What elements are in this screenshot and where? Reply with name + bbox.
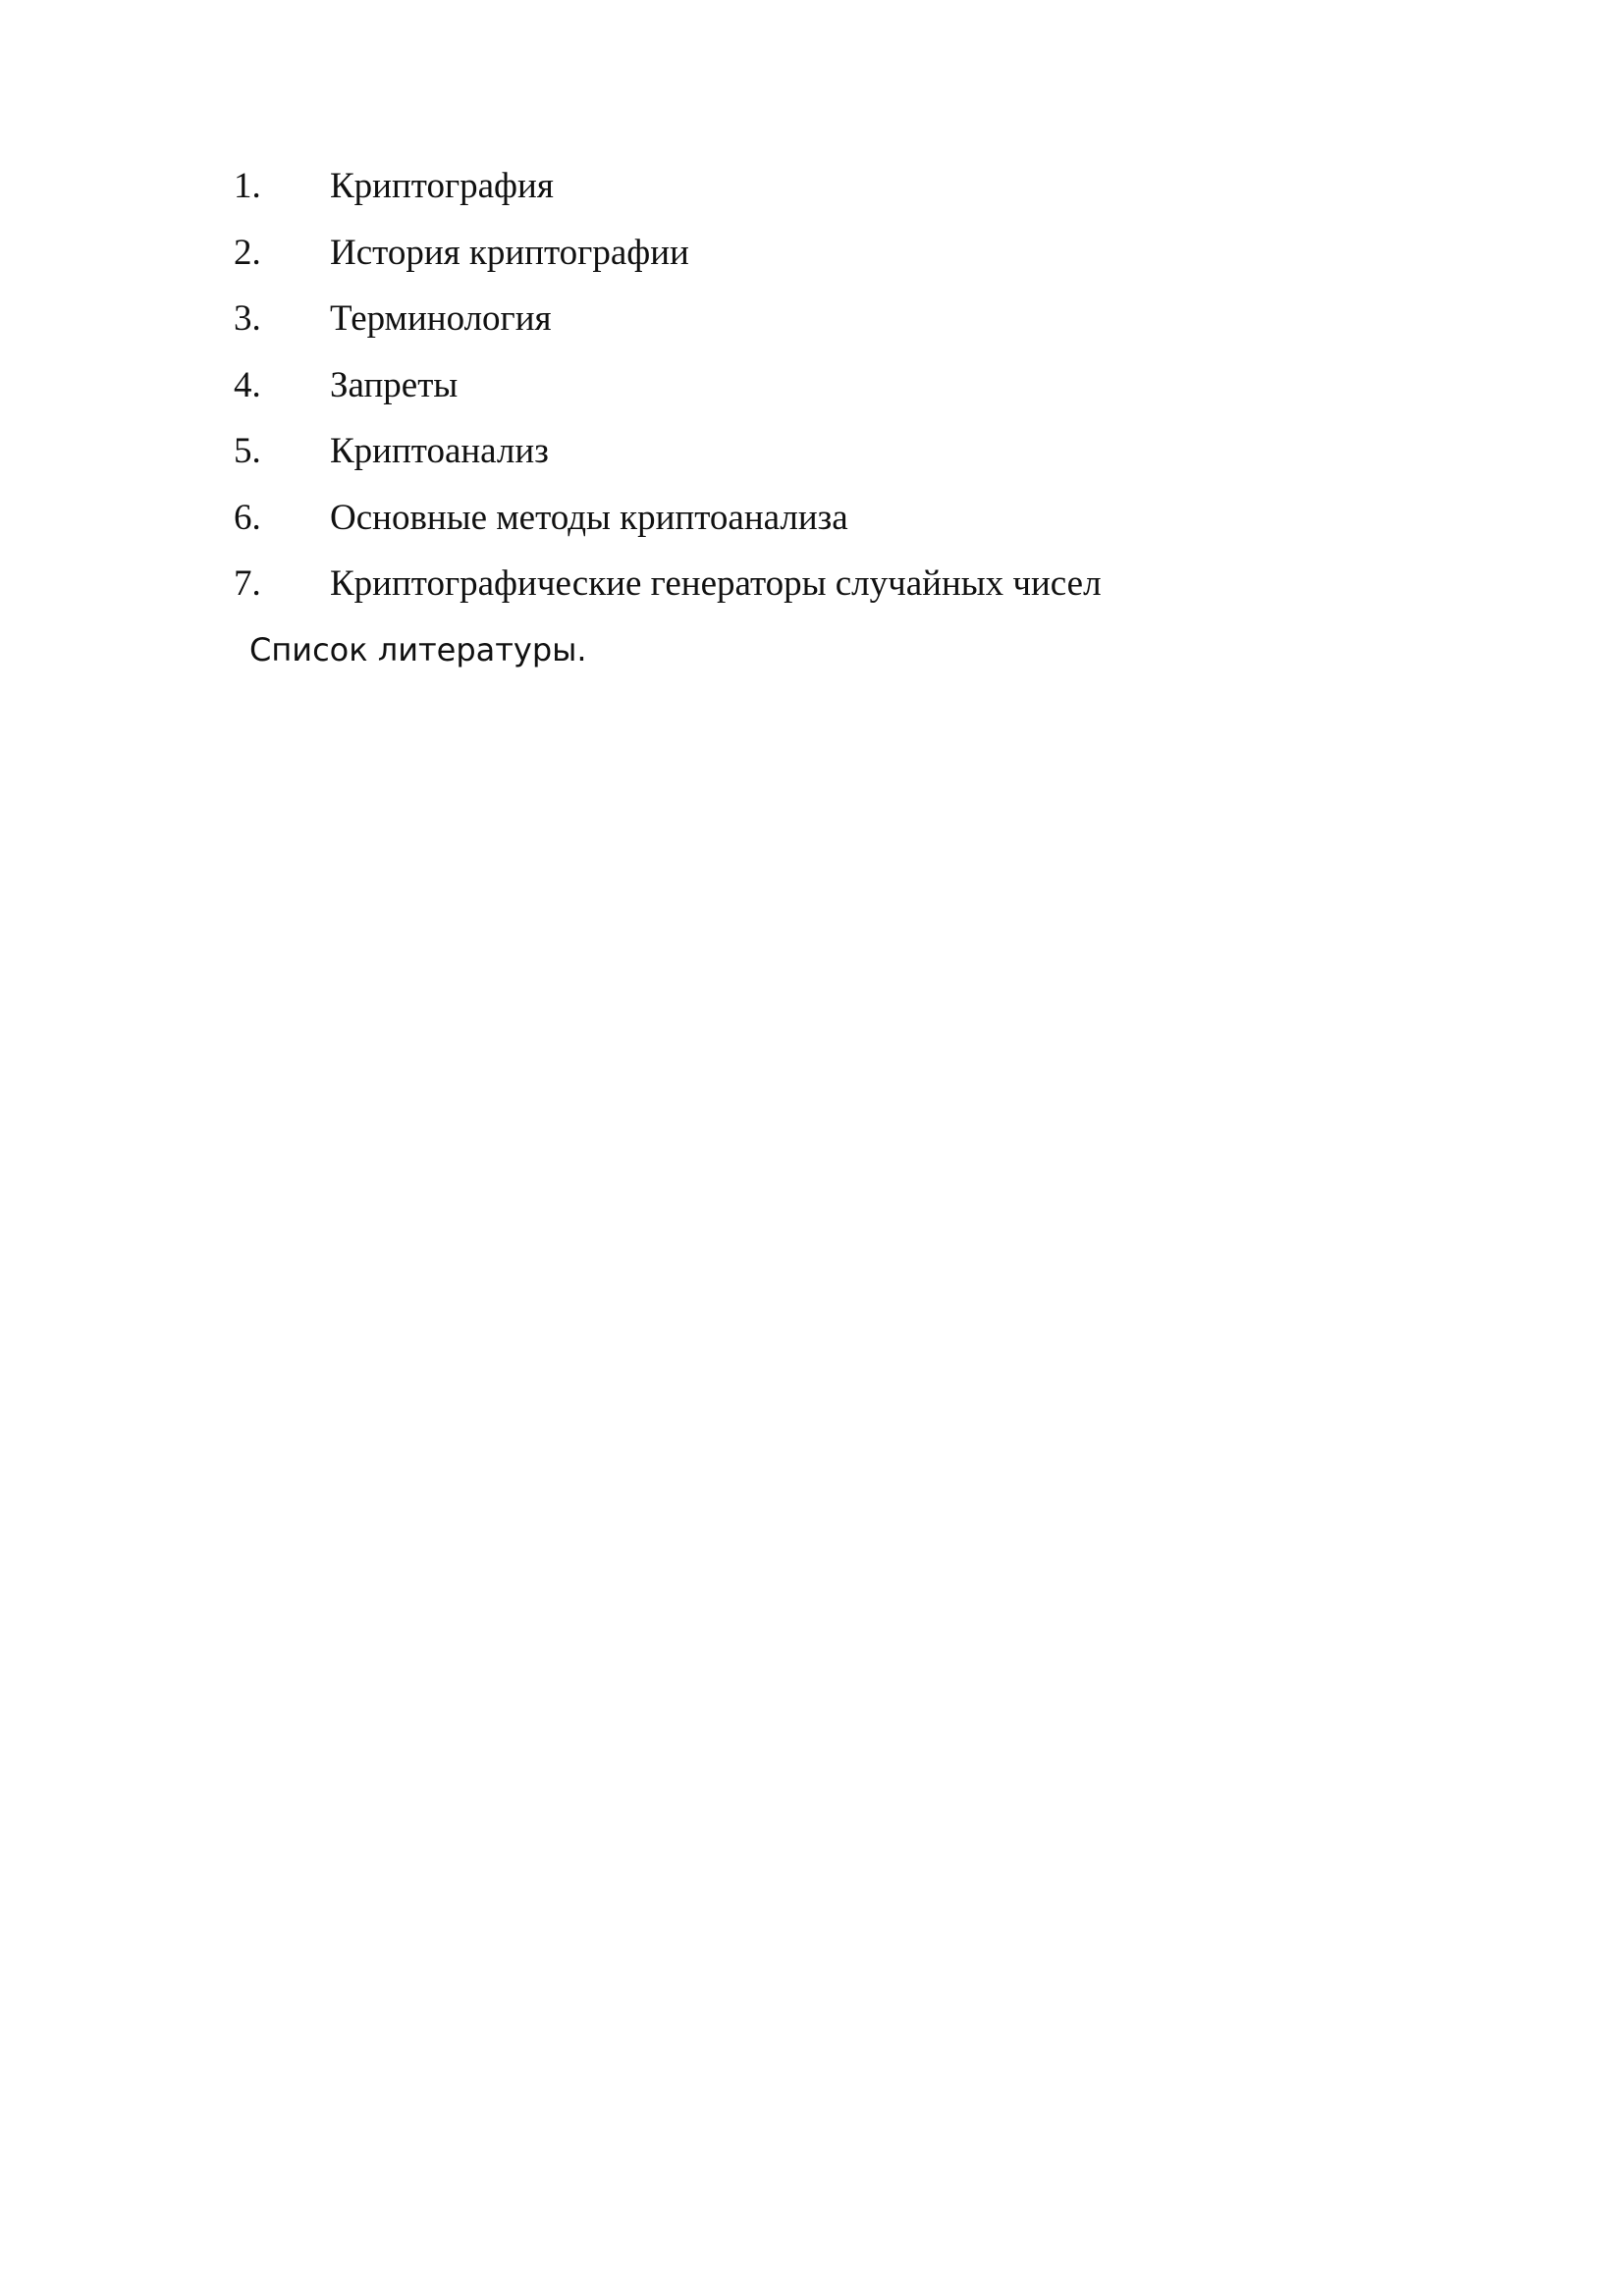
toc-item-2 (234, 228, 1412, 294)
toc-item-text: Криптография (330, 166, 554, 206)
toc-item-number: 2. (234, 232, 261, 273)
toc-item-text: Запреты (330, 364, 459, 405)
toc-item-7 (234, 559, 1412, 625)
bibliography-heading: Список литературы. (249, 631, 587, 668)
toc-item-text: Основные методы криптоанализа (330, 497, 848, 538)
toc-item-5 (234, 426, 1412, 493)
toc-item-6 (234, 493, 1412, 560)
toc-item-text: Криптографические генераторы случайных чисел (330, 563, 1102, 604)
toc-item-text: История криптографии (330, 232, 689, 273)
toc-item-number: 7. (234, 563, 261, 604)
toc-item-number: 1. (234, 166, 261, 206)
toc-item-text: Терминология (330, 298, 552, 339)
toc-item-number: 4. (234, 364, 261, 405)
toc-item-number: 5. (234, 431, 261, 471)
toc-item-number: 6. (234, 497, 261, 538)
toc-item-text: Криптоанализ (330, 431, 549, 471)
toc-item-4 (234, 360, 1412, 427)
toc-item-1 (234, 161, 1412, 228)
toc-item-3 (234, 294, 1412, 360)
table-of-contents (234, 161, 1412, 625)
toc-item-number: 3. (234, 298, 261, 339)
